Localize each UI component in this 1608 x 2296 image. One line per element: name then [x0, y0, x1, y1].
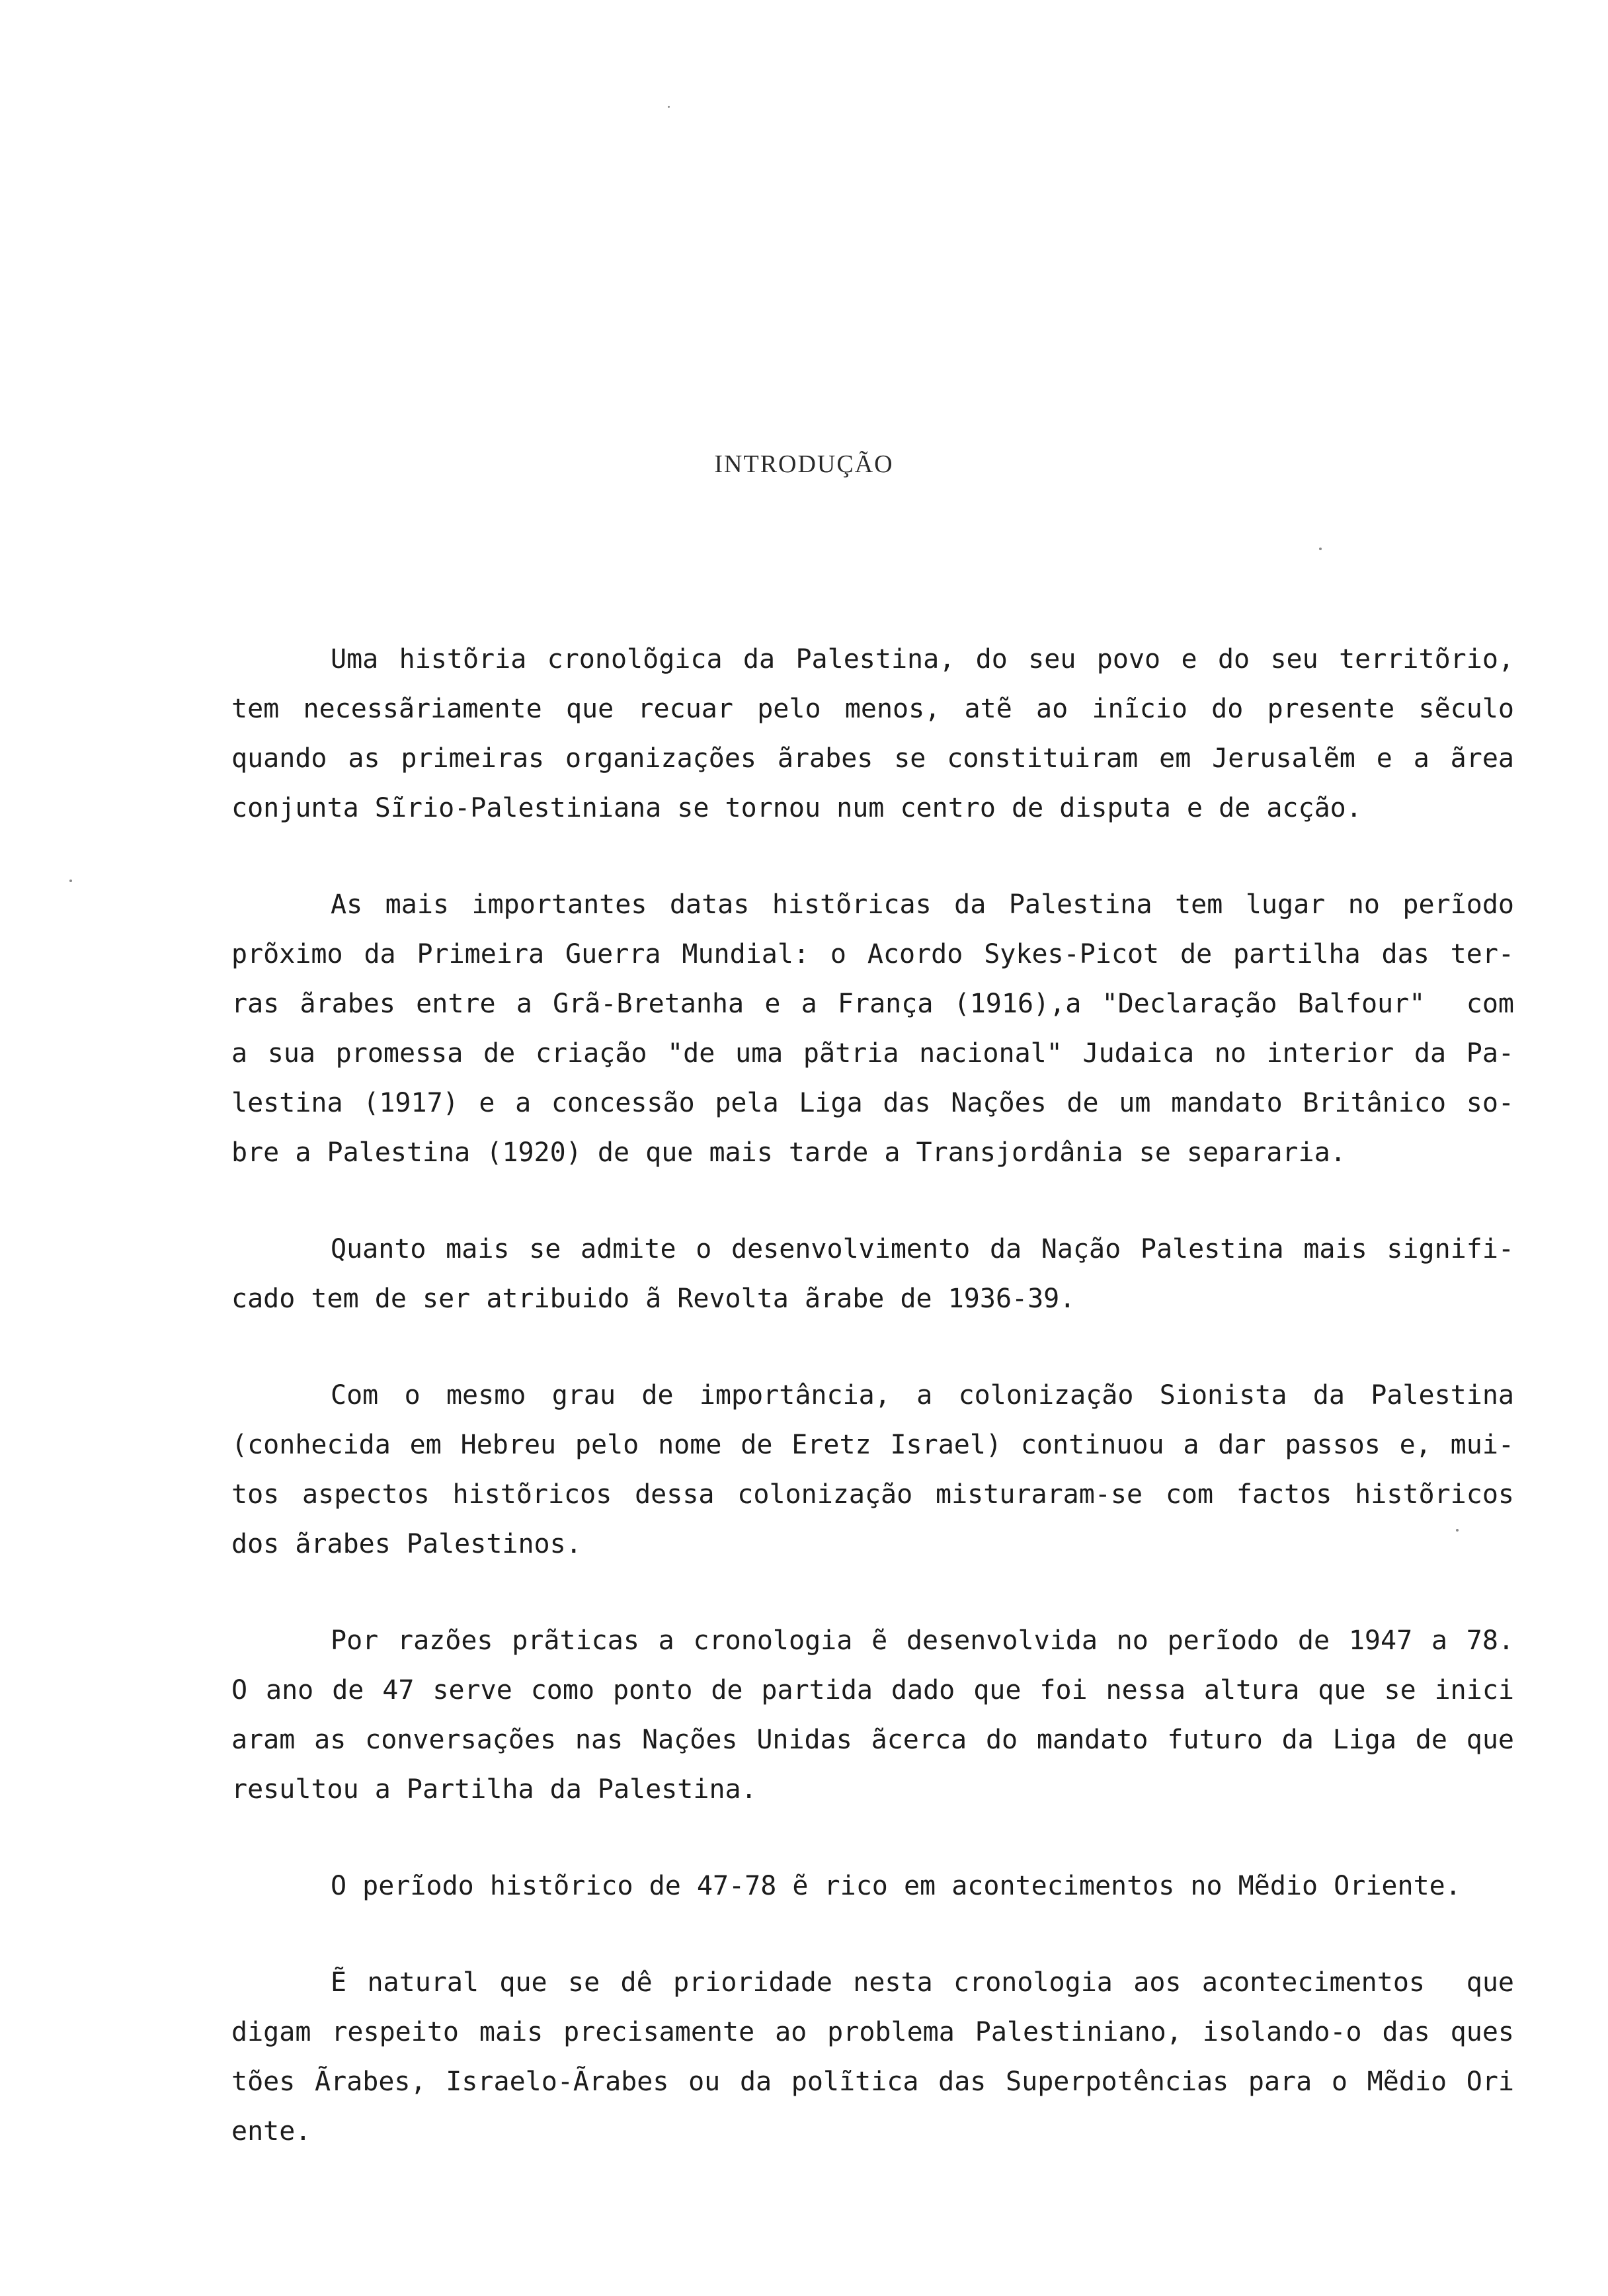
paragraph-2	[231, 880, 1514, 1178]
text-line: Uma histõria cronolõgica da Palestina, do seu povo e do seu territõrio,	[331, 644, 1514, 675]
document-title: INTRODUÇÃO	[714, 450, 894, 478]
text-line: (conhecida em Hebreu pelo nome de Eretz Israel) continuou a dar passos e, mui-	[231, 1430, 1514, 1460]
paragraph-1	[231, 635, 1514, 833]
text-line: tem necessãriamente que recuar pelo menos, atẽ ao inĩcio do presente sẽculo	[231, 694, 1514, 724]
text-line: quando as primeiras organizações ãrabes se constituiram em Jerusalẽm e a ãrea	[231, 743, 1514, 774]
text-line: As mais importantes datas histõricas da Palestina tem lugar no perĩodo	[331, 889, 1514, 920]
text-line: tos aspectos histõricos dessa colonização misturaram-se com factos histõricos	[231, 1479, 1514, 1510]
scan-speck	[1456, 1529, 1459, 1532]
text-line: ras ãrabes entre a Grã-Bretanha e a França (1916),a "Declaração Balfour" com	[231, 989, 1514, 1019]
text-line: resultou a Partilha da Palestina.	[231, 1774, 757, 1805]
paragraph-5	[231, 1616, 1514, 1815]
text-line: lestina (1917) e a concessão pela Liga das Nações de um mandato Britânico so-	[231, 1088, 1514, 1118]
paragraph-6	[231, 1862, 1514, 1911]
text-line: aram as conversações nas Nações Unidas ãcerca do mandato futuro da Liga de que	[231, 1725, 1514, 1755]
text-line: Com o mesmo grau de importância, a colonização Sionista da Palestina	[331, 1380, 1514, 1411]
text-line: dos ãrabes Palestinos.	[231, 1529, 582, 1559]
text-line: a sua promessa de criação "de uma pãtria nacional" Judaica no interior da Pa-	[231, 1038, 1514, 1069]
text-line: Por razões prãticas a cronologia ẽ desenvolvida no perĩodo de 1947 a 78.	[331, 1625, 1514, 1656]
text-line: digam respeito mais precisamente ao problema Palestiniano, isolando-o das ques	[231, 2017, 1514, 2047]
scan-speck	[668, 106, 670, 108]
text-line: O ano de 47 serve como ponto de partida dado que foi nessa altura que se inici	[231, 1675, 1514, 1705]
scan-speck	[1319, 548, 1322, 550]
paragraph-7	[231, 1958, 1514, 2156]
paragraph-3	[231, 1225, 1514, 1324]
text-line: prõximo da Primeira Guerra Mundial: o Acordo Sykes-Picot de partilha das ter-	[231, 939, 1514, 969]
text-line: tões Ãrabes, Israelo-Ãrabes ou da polĩtica das Superpotências para o Mẽdio Ori	[231, 2067, 1514, 2097]
text-line: bre a Palestina (1920) de que mais tarde a Transjordânia se separaria.	[231, 1137, 1346, 1168]
text-line: O perĩodo histõrico de 47-78 ẽ rico em acontecimentos no Mẽdio Oriente.	[331, 1871, 1461, 1901]
scan-speck	[69, 880, 72, 882]
paragraph-4	[231, 1371, 1514, 1569]
text-line: ente.	[231, 2116, 311, 2147]
text-line: Ẽ natural que se dê prioridade nesta cronologia aos acontecimentos que	[331, 1967, 1514, 1998]
text-line: cado tem de ser atribuido ã Revolta ãrabe de 1936-39.	[231, 1284, 1076, 1314]
text-line: conjunta Sĩrio-Palestiniana se tornou num centro de disputa e de acção.	[231, 793, 1362, 823]
text-line: Quanto mais se admite o desenvolvimento da Nação Palestina mais signifi-	[331, 1234, 1514, 1264]
document-body	[231, 635, 1514, 2203]
